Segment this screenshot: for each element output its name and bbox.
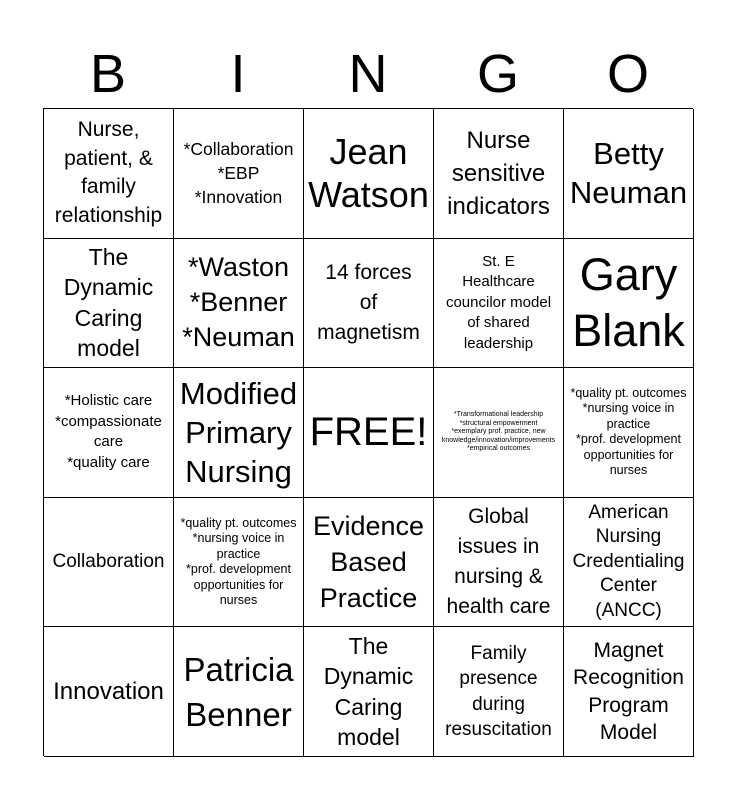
header-letter-i: I xyxy=(230,44,246,104)
bingo-cell[interactable] xyxy=(44,627,174,757)
cell-text: Betty Neuman xyxy=(569,136,688,211)
bingo-cell[interactable] xyxy=(174,109,304,239)
cell-text: Innovation xyxy=(53,677,164,705)
bingo-cell[interactable] xyxy=(304,498,434,628)
cell-text: Magnet Recognition Program Model xyxy=(573,638,684,745)
cell-text: Nurse sensitive indicators xyxy=(447,126,550,220)
bingo-cell[interactable] xyxy=(434,239,564,369)
cell-text: *quality pt. outcomes *nursing voice in practice *prof. development opportunities for nurses xyxy=(180,515,297,608)
bingo-cell[interactable] xyxy=(44,498,174,628)
bingo-cell[interactable] xyxy=(434,368,564,498)
bingo-header xyxy=(43,40,693,108)
cell-text: American Nursing Credentialing Center (ANCC) xyxy=(572,501,685,621)
bingo-cell[interactable] xyxy=(304,627,434,757)
cell-text: *Waston *Benner *Neuman xyxy=(182,252,295,353)
cell-text: Nurse, patient, & family relationship xyxy=(54,118,163,227)
cell-text: Patricia Benner xyxy=(183,650,294,733)
bingo-cell[interactable] xyxy=(174,239,304,369)
bingo-cell[interactable] xyxy=(564,368,694,498)
cell-text: The Dynamic Caring model xyxy=(63,243,154,362)
cell-text: Family presence during resuscitation xyxy=(445,642,552,741)
bingo-cell[interactable] xyxy=(44,368,174,498)
cell-text: Collaboration xyxy=(52,551,165,573)
cell-text: FREE! xyxy=(309,410,428,455)
bingo-board xyxy=(43,108,693,756)
bingo-cell[interactable] xyxy=(564,627,694,757)
cell-text: *Collaboration *EBP *Innovation xyxy=(183,139,294,208)
header-letter-o: O xyxy=(606,44,649,104)
cell-text: *Transformational leadership *structural empowerment *exemplary prof. practice, new knowledge/innovation/improvements *empirical outcomes xyxy=(441,411,556,453)
bingo-cell[interactable] xyxy=(304,239,434,369)
cell-text: Modified Primary Nursing xyxy=(179,375,298,489)
cell-text: *Holistic care *compassionate care *quality care xyxy=(55,392,162,471)
cell-text: Gary Blank xyxy=(572,248,685,356)
bingo-cell[interactable] xyxy=(564,109,694,239)
cell-text: *quality pt. outcomes *nursing voice in practice *prof. development opportunities for nurses xyxy=(570,385,687,478)
bingo-cell[interactable] xyxy=(44,109,174,239)
bingo-cell[interactable] xyxy=(174,627,304,757)
bingo-cell[interactable] xyxy=(434,627,564,757)
bingo-cell[interactable] xyxy=(174,498,304,628)
cell-text: St. E Healthcare councilor model of shared leadership xyxy=(445,252,552,352)
cell-text: Global issues in nursing & health care xyxy=(446,505,551,619)
bingo-cell[interactable] xyxy=(44,239,174,369)
header-letter-g: G xyxy=(476,44,519,104)
header-letter-b: B xyxy=(89,44,127,104)
header-letter-n: N xyxy=(348,44,388,104)
bingo-cell[interactable] xyxy=(304,109,434,239)
cell-text: The Dynamic Caring model xyxy=(323,632,414,751)
bingo-cell[interactable] xyxy=(564,498,694,628)
cell-text: Jean Watson xyxy=(308,131,429,216)
bingo-cell[interactable] xyxy=(434,109,564,239)
cell-text: 14 forces of magnetism xyxy=(317,260,420,344)
bingo-cell[interactable] xyxy=(304,368,434,498)
bingo-cell[interactable] xyxy=(174,368,304,498)
bingo-cell[interactable] xyxy=(564,239,694,369)
cell-text: Evidence Based Practice xyxy=(312,511,425,614)
bingo-cell[interactable] xyxy=(434,498,564,628)
